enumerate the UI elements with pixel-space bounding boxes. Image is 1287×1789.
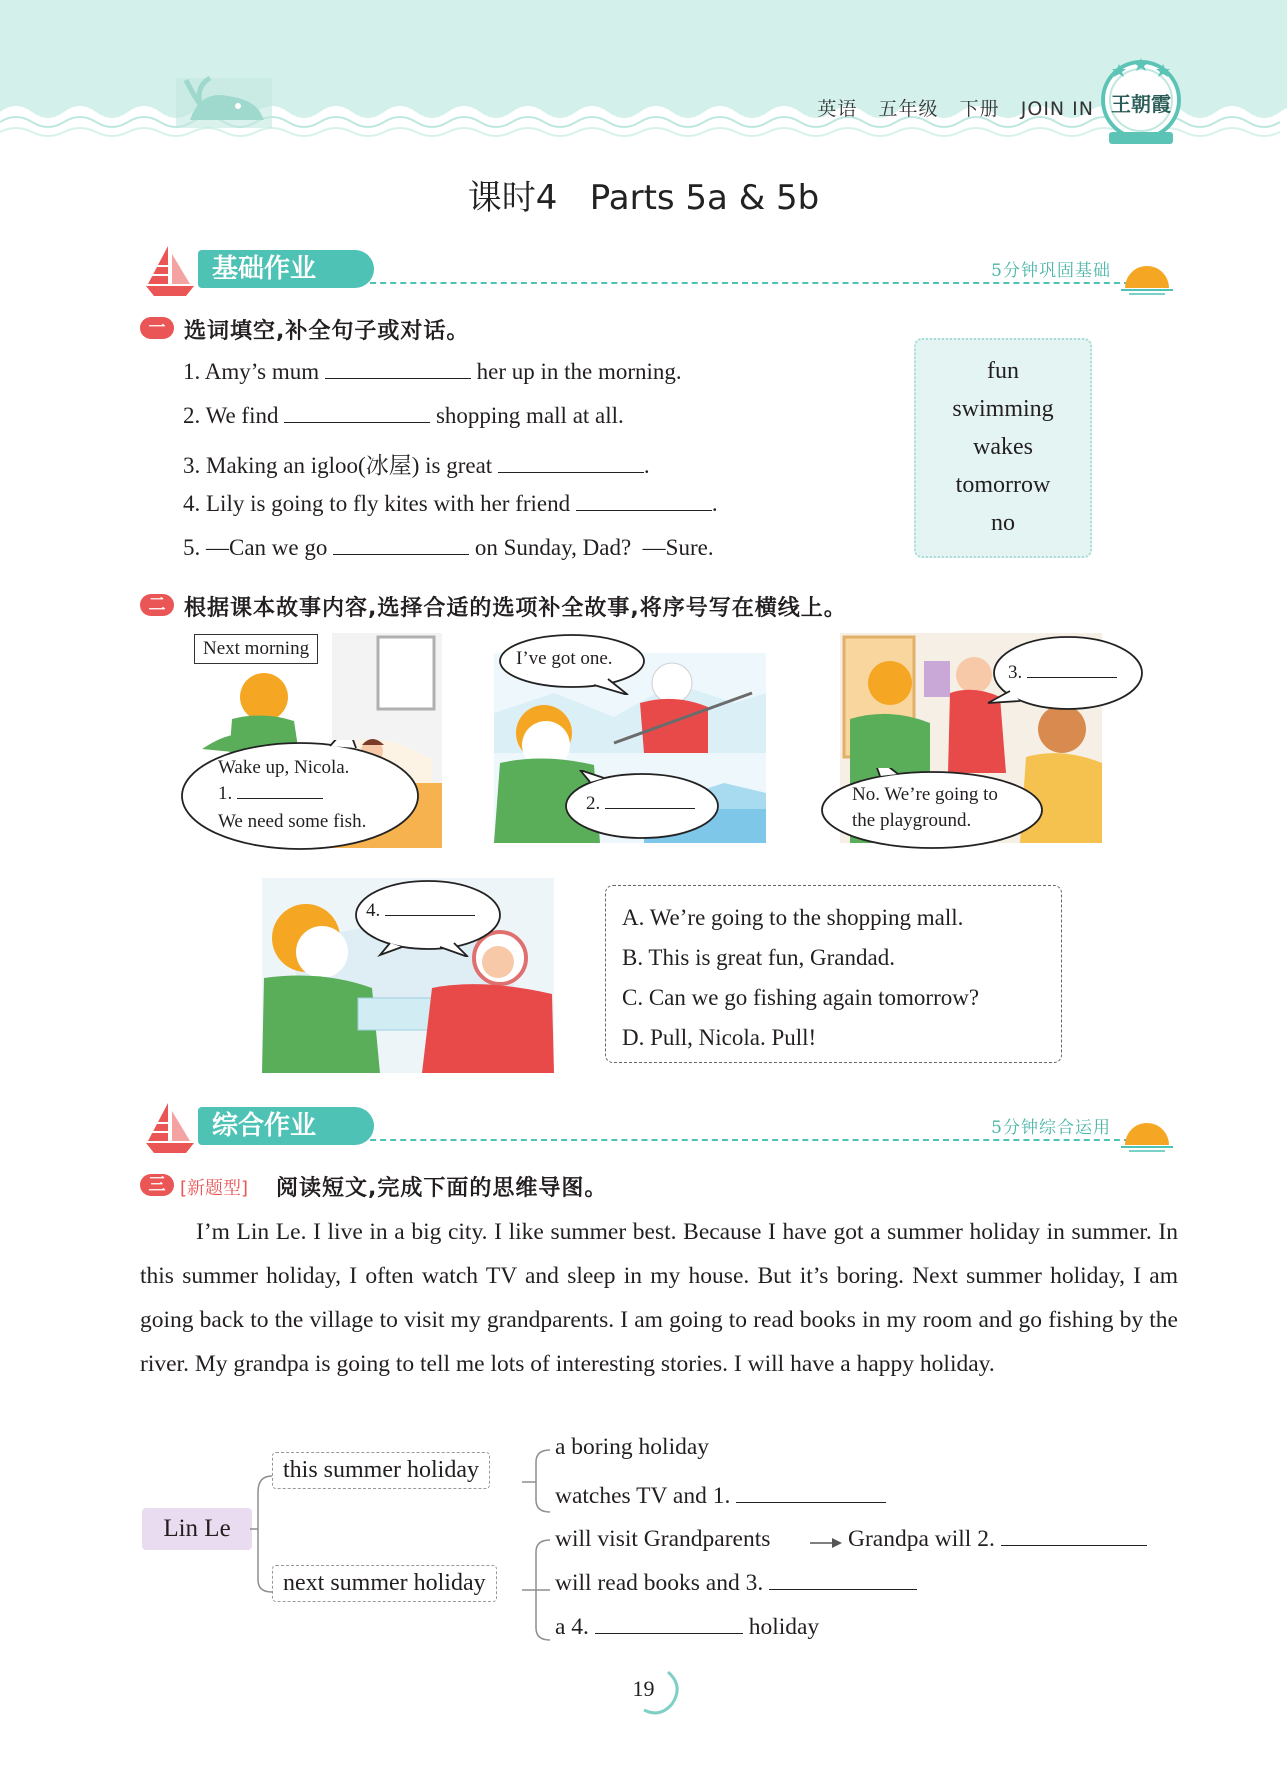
sentence-text: her up in the morning. xyxy=(476,359,682,384)
question-instruction-3: 阅读短文,完成下面的思维导图。 xyxy=(276,1176,608,1201)
mindmap-brackets xyxy=(522,1440,552,1650)
mindmap-branch-this-summer: this summer holiday xyxy=(272,1452,490,1489)
bubble-line xyxy=(366,900,475,922)
sun-icon xyxy=(1119,1113,1175,1153)
mindmap-item xyxy=(848,1526,1147,1553)
section-label: 基础作业 xyxy=(198,250,374,288)
grade-label: 五年级 xyxy=(878,98,939,120)
word-bank-item: fun xyxy=(987,358,1019,384)
bubble-line: We need some fish. xyxy=(218,811,367,832)
page-title: 课时4 Parts 5a & 5b xyxy=(467,178,820,218)
option-a: A. We’re going to the shopping mall. xyxy=(622,905,964,930)
bubble-line xyxy=(218,783,323,805)
bubble-line xyxy=(1008,662,1117,684)
mindmap-item xyxy=(555,1483,886,1510)
sentence-text: 3. Making an igloo(冰屋) is great xyxy=(183,453,493,478)
reading-passage xyxy=(140,1210,1178,1386)
blank-number: 1. xyxy=(218,783,233,804)
sailboat-icon xyxy=(140,1099,200,1155)
fill-sentence-2 xyxy=(183,403,624,429)
header-band xyxy=(0,0,1287,150)
section-subtitle: 5分钟巩固基础 xyxy=(991,261,1111,281)
blank-number: 2. xyxy=(586,793,601,814)
answer-blank[interactable] xyxy=(333,536,469,555)
section-label: 综合作业 xyxy=(198,1107,374,1145)
brand-name: 王朝霞 xyxy=(1111,92,1171,116)
options-box xyxy=(605,885,1062,1063)
section-divider xyxy=(350,282,1140,284)
answer-blank[interactable] xyxy=(284,404,430,423)
bubble-line: the playground. xyxy=(852,810,972,831)
sailboat-icon xyxy=(140,242,200,298)
question-instruction-1: 选词填空,补全句子或对话。 xyxy=(184,319,470,344)
subject-label: 英语 xyxy=(817,98,858,120)
word-bank xyxy=(914,338,1092,558)
bubble-line: No. We’re going to xyxy=(852,784,998,805)
answer-blank[interactable] xyxy=(769,1571,917,1590)
answer-blank[interactable] xyxy=(325,360,471,379)
bubble-line: Wake up, Nicola. xyxy=(218,757,350,778)
word-bank-item: tomorrow xyxy=(955,472,1051,498)
word-bank-item: wakes xyxy=(973,434,1033,460)
answer-blank[interactable] xyxy=(1001,1527,1147,1546)
bubble-line xyxy=(586,793,695,815)
answer-blank[interactable] xyxy=(576,492,712,511)
section-subtitle: 5分钟综合运用 xyxy=(991,1118,1111,1138)
mindmap-item xyxy=(555,1570,917,1597)
question-number-1: 一 xyxy=(140,317,174,339)
word-bank-item: no xyxy=(991,510,1015,536)
sentence-text: on Sunday, Dad? —Sure. xyxy=(474,535,714,560)
item-text: will read books and 3. xyxy=(555,1570,764,1596)
mindmap-item xyxy=(555,1614,819,1641)
mindmap-branch-next-summer: next summer holiday xyxy=(272,1565,497,1602)
question-tag: [新题型] xyxy=(180,1178,249,1199)
blank-number: 4. xyxy=(366,900,381,921)
speech-bubble xyxy=(820,768,1046,850)
item-text: a 4. xyxy=(555,1614,589,1640)
sentence-text: . xyxy=(711,491,718,516)
answer-blank[interactable] xyxy=(498,454,644,473)
series-label: JOIN IN xyxy=(1020,98,1094,120)
fill-sentence-1 xyxy=(183,359,682,385)
answer-blank[interactable] xyxy=(595,1615,743,1634)
mindmap-item: will visit Grandparents xyxy=(555,1526,771,1552)
sentence-text: shopping mall at all. xyxy=(435,403,624,428)
panel-caption: Next morning xyxy=(194,634,318,664)
option-d: D. Pull, Nicola. Pull! xyxy=(622,1025,817,1050)
whale-icon xyxy=(176,78,272,128)
answer-blank[interactable] xyxy=(237,784,323,799)
answer-blank[interactable] xyxy=(1027,663,1117,678)
sentence-text: 4. Lily is going to fly kites with her friend xyxy=(183,491,571,516)
sentence-text: 5. —Can we go xyxy=(183,535,328,560)
option-b: B. This is great fun, Grandad. xyxy=(622,945,895,970)
bubble-line: I’ve got one. xyxy=(516,648,613,669)
fill-sentence-3 xyxy=(183,447,650,480)
volume-label: 下册 xyxy=(959,98,1000,120)
section-bar-comprehensive xyxy=(140,1099,1175,1155)
sun-icon xyxy=(1119,256,1175,296)
item-text: holiday xyxy=(748,1614,820,1640)
fill-sentence-4 xyxy=(183,491,718,517)
arrow-right-icon xyxy=(808,1535,844,1551)
mindmap-item: a boring holiday xyxy=(555,1434,710,1460)
tag-text: 新题型 xyxy=(187,1178,242,1199)
question-number-3: 三 xyxy=(140,1174,174,1196)
section-divider xyxy=(350,1139,1140,1141)
answer-blank[interactable] xyxy=(385,901,475,916)
option-c: C. Can we go fishing again tomorrow? xyxy=(622,985,980,1010)
item-text: watches TV and 1. xyxy=(555,1483,731,1509)
fill-sentence-5 xyxy=(183,535,714,561)
answer-blank[interactable] xyxy=(605,794,695,809)
mindmap-root: Lin Le xyxy=(142,1508,252,1550)
blank-number: 3. xyxy=(1008,662,1023,683)
sentence-text: . xyxy=(643,453,650,478)
answer-blank[interactable] xyxy=(736,1484,886,1503)
section-bar-basic xyxy=(140,242,1175,298)
sentence-text: 2. We find xyxy=(183,403,279,428)
question-instruction-2: 根据课本故事内容,选择合适的选项补全故事,将序号写在横线上。 xyxy=(184,596,847,621)
sentence-text: 1. Amy’s mum xyxy=(183,359,320,384)
item-text: Grandpa will 2. xyxy=(848,1526,995,1552)
word-bank-item: swimming xyxy=(952,396,1054,422)
header-meta xyxy=(817,94,1094,121)
page-number: 19 xyxy=(632,1676,655,1701)
passage-text: I’m Lin Le. I live in a big city. I like summer best. Because I have got a summer holiday in summer. In this summer holiday, I often watch TV and sleep in my house. But it’s boring. Next summer holiday, I am going back to the village to visit my grandparents. I am going to read books in my room and go fishing by the river. My grandpa is going to tell me lots of interesting stories. I will have a happy holiday. xyxy=(140,1219,1178,1377)
question-number-2: 二 xyxy=(140,594,174,616)
